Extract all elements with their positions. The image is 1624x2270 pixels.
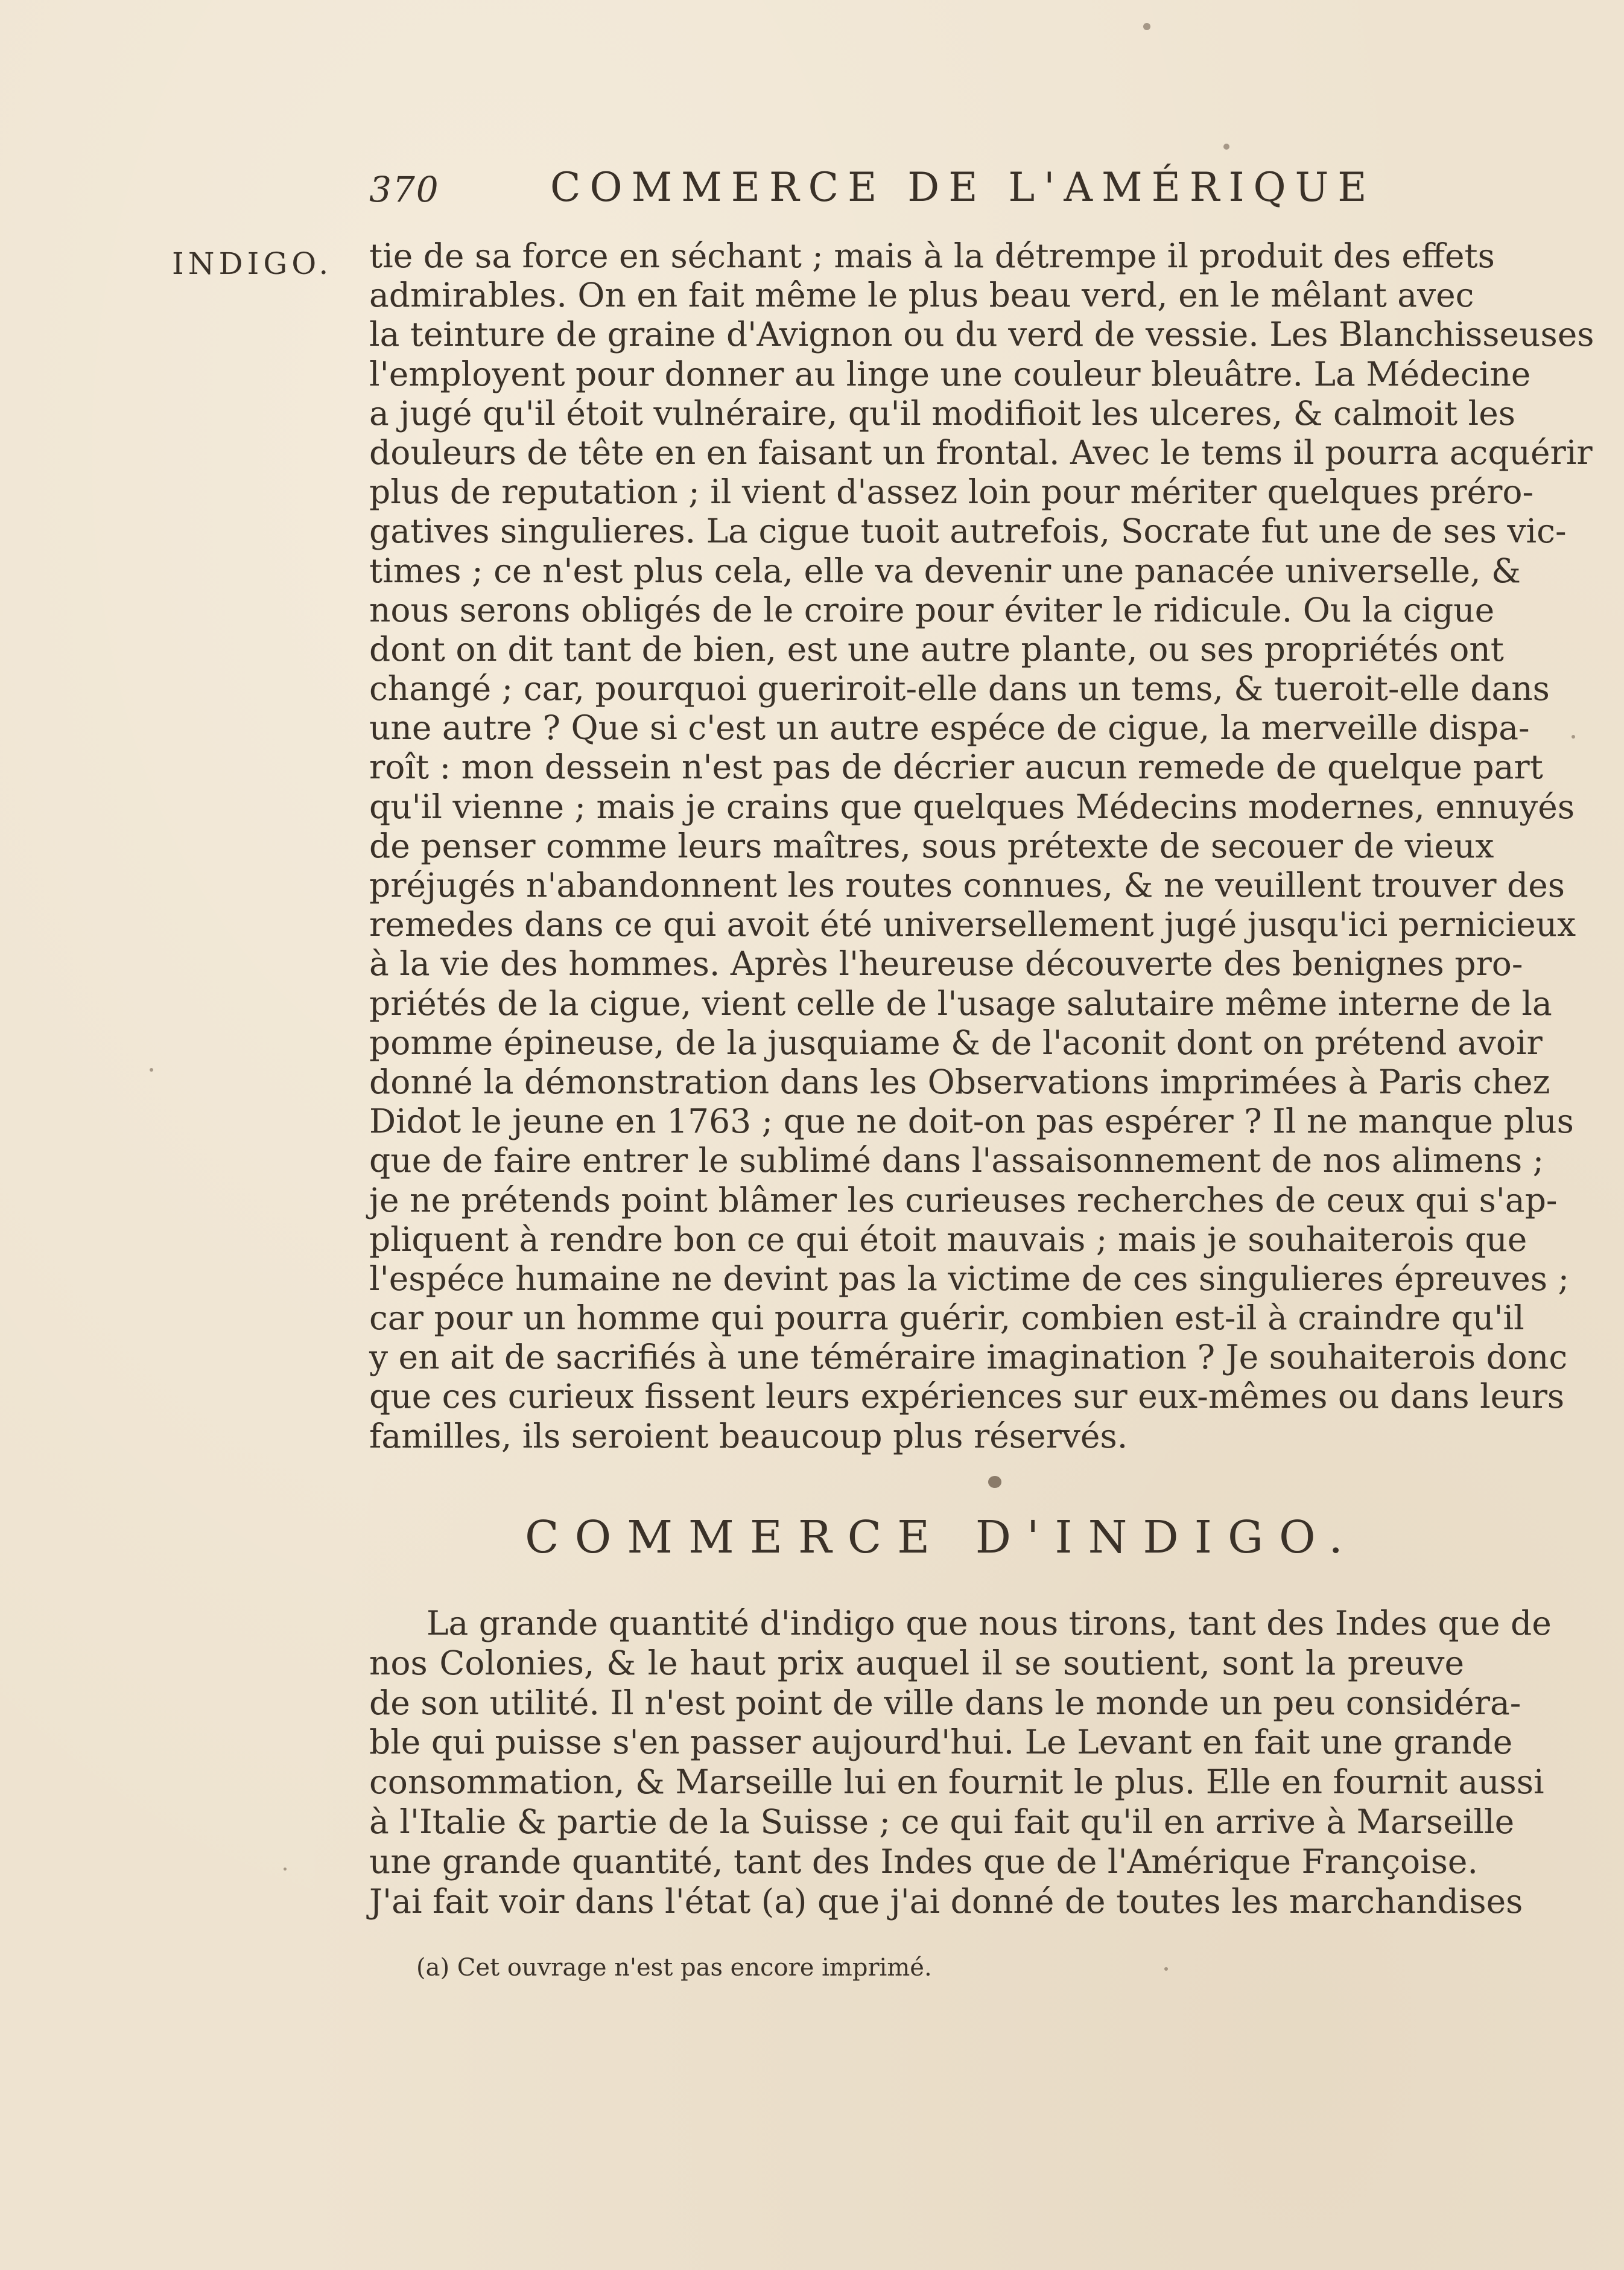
paragraph-2 bbox=[369, 1604, 1552, 1921]
text-line: à la vie des hommes. Après l'heureuse découverte des benignes pro- bbox=[369, 944, 1523, 984]
text-line: que ces curieux fissent leurs expériences sur eux-mêmes ou dans leurs bbox=[369, 1377, 1565, 1416]
page-number: 370 bbox=[369, 169, 440, 210]
text-line: J'ai fait voir dans l'état (a) que j'ai donné de toutes les marchandises bbox=[369, 1881, 1523, 1921]
paper-speck bbox=[1223, 144, 1229, 150]
text-line: de son utilité. Il n'est point de ville dans le monde un peu considéra- bbox=[369, 1683, 1521, 1722]
text-line: plus de reputation ; il vient d'assez loin pour mériter quelques préro- bbox=[369, 472, 1534, 512]
text-line: pliquent à rendre bon ce qui étoit mauvais ; mais je souhaiterois que bbox=[369, 1219, 1527, 1259]
paper-speck bbox=[988, 1476, 1001, 1488]
text-line: times ; ce n'est plus cela, elle va devenir une panacée universelle, & bbox=[369, 551, 1521, 590]
footnote: (a) Cet ouvrage n'est pas encore imprimé. bbox=[416, 1954, 932, 1982]
margin-note: INDIGO. bbox=[172, 246, 333, 281]
text-line: car pour un homme qui pourra guérir, combien est-il à craindre qu'il bbox=[369, 1299, 1524, 1338]
text-line: Didot le jeune en 1763 ; que ne doit-on pas espérer ? Il ne manque plus bbox=[369, 1102, 1574, 1141]
paper-speck bbox=[1143, 23, 1150, 30]
paper-speck bbox=[1572, 735, 1575, 739]
text-line: a jugé qu'il étoit vulnéraire, qu'il modifioit les ulceres, & calmoit les bbox=[369, 393, 1515, 433]
running-head-title: COMMERCE DE L'AMÉRIQUE bbox=[550, 164, 1376, 211]
text-line: je ne prétends point blâmer les curieuses recherches de ceux qui s'ap- bbox=[369, 1180, 1558, 1219]
text-line: familles, ils seroient beaucoup plus réservés. bbox=[369, 1416, 1128, 1455]
paper-speck bbox=[284, 1868, 287, 1871]
section-heading: COMMERCE D'INDIGO. bbox=[525, 1512, 1359, 1563]
text-line: que de faire entrer le sublimé dans l'assaisonnement de nos alimens ; bbox=[369, 1141, 1544, 1180]
text-line: consommation, & Marseille lui en fournit le plus. Elle en fournit aussi bbox=[369, 1763, 1544, 1802]
text-line: nous serons obligés de le croire pour éviter le ridicule. Ou la cigue bbox=[369, 590, 1495, 629]
paragraph-1 bbox=[369, 237, 1594, 1456]
paper-speck bbox=[1164, 1967, 1168, 1971]
paper-speck bbox=[150, 1068, 153, 1072]
text-line: remedes dans ce qui avoit été universellement jugé jusqu'ici pernicieux bbox=[369, 905, 1576, 944]
text-line: nos Colonies, & le haut prix auquel il se soutient, sont la preuve bbox=[369, 1643, 1464, 1682]
text-line: de penser comme leurs maîtres, sous prétexte de secouer de vieux bbox=[369, 826, 1494, 865]
text-line: préjugés n'abandonnent les routes connues, & ne veuillent trouver des bbox=[369, 866, 1565, 905]
text-line: donné la démonstration dans les Observations imprimées à Paris chez bbox=[369, 1062, 1550, 1101]
text-line: l'espéce humaine ne devint pas la victime de ces singulieres épreuves ; bbox=[369, 1259, 1570, 1298]
text-line: gatives singulieres. La cigue tuoit autrefois, Socrate fut une de ses vic- bbox=[369, 512, 1567, 551]
text-line: roît : mon dessein n'est pas de décrier aucun remede de quelque part bbox=[369, 748, 1543, 787]
text-line: admirables. On en fait même le plus beau verd, en le mêlant avec bbox=[369, 276, 1474, 315]
text-line: priétés de la cigue, vient celle de l'usage salutaire même interne de la bbox=[369, 984, 1552, 1023]
text-line: douleurs de tête en en faisant un frontal. Avec le tems il pourra acquérir bbox=[369, 433, 1593, 472]
text-line: l'employent pour donner au linge une couleur bleuâtre. La Médecine bbox=[369, 354, 1531, 393]
text-line: qu'il vienne ; mais je crains que quelques Médecins modernes, ennuyés bbox=[369, 787, 1575, 826]
text-line: une grande quantité, tant des Indes que de l'Amérique Françoise. bbox=[369, 1842, 1478, 1881]
text-line: à l'Italie & partie de la Suisse ; ce qui fait qu'il en arrive à Marseille bbox=[369, 1802, 1515, 1841]
running-head bbox=[369, 164, 1376, 218]
text-line: dont on dit tant de bien, est une autre plante, ou ses propriétés ont bbox=[369, 629, 1504, 669]
text-line: y en ait de sacrifiés à une téméraire imagination ? Je souhaiterois donc bbox=[369, 1338, 1568, 1377]
text-line: La grande quantité d'indigo que nous tirons, tant des Indes que de bbox=[427, 1604, 1552, 1642]
text-line: une autre ? Que si c'est un autre espéce de cigue, la merveille dispa- bbox=[369, 708, 1530, 748]
text-line: changé ; car, pourquoi gueriroit-elle dans un tems, & tueroit-elle dans bbox=[369, 669, 1550, 708]
text-line: la teinture de graine d'Avignon ou du verd de vessie. Les Blanchisseuses bbox=[369, 315, 1594, 354]
text-line: ble qui puisse s'en passer aujourd'hui. Le Levant en fait une grande bbox=[369, 1723, 1513, 1762]
text-line: pomme épineuse, de la jusquiame & de l'aconit dont on prétend avoir bbox=[369, 1023, 1543, 1062]
text-line: tie de sa force en séchant ; mais à la détrempe il produit des effets bbox=[369, 237, 1495, 275]
